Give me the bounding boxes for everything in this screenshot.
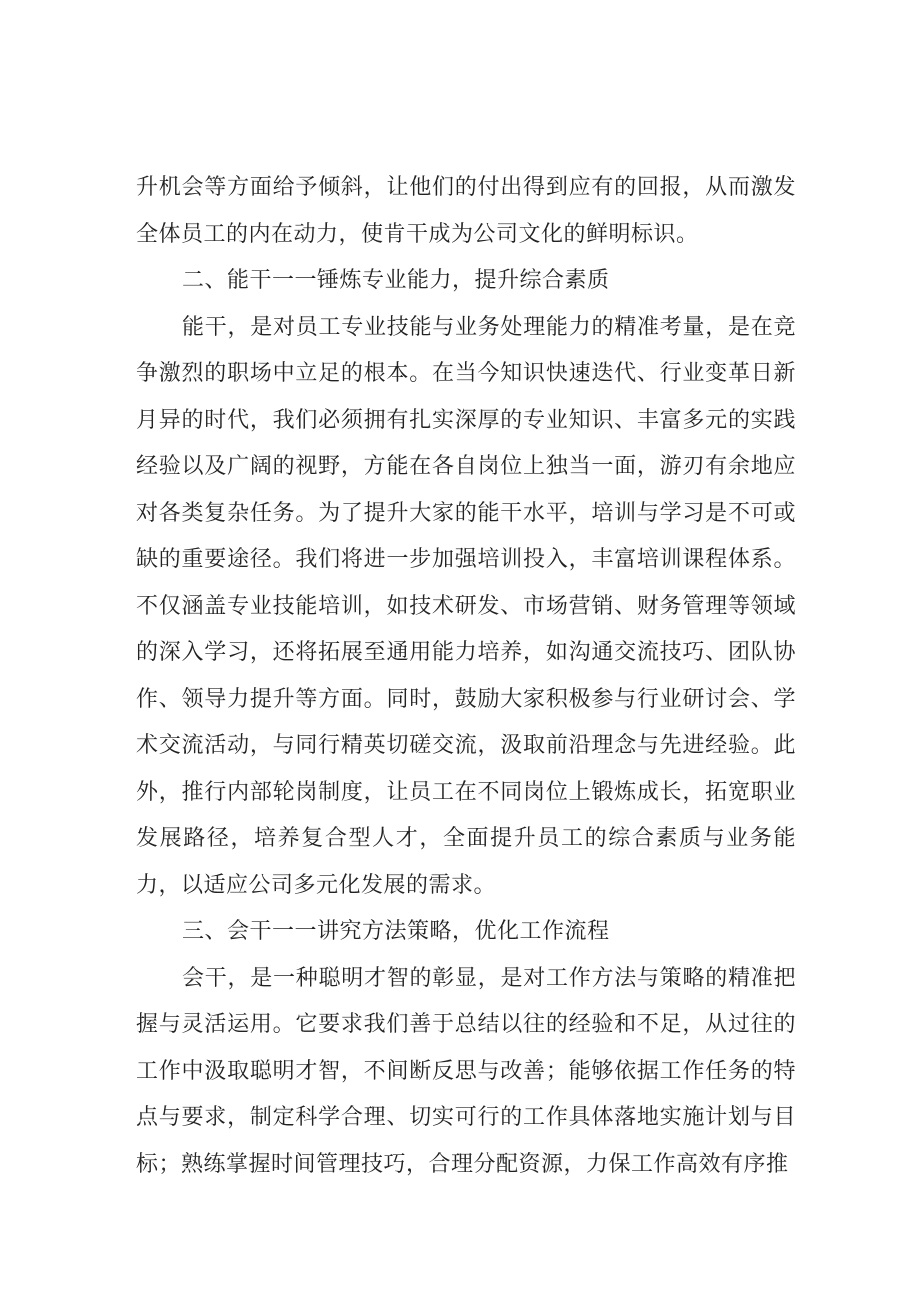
section-heading-2: 二、能干一一锤炼专业能力，提升综合素质 <box>182 268 610 293</box>
paragraph-nenggan: 能干，是对员工专业技能与业务处理能力的精准考量，是在竞争激烈的职场中立足的根本。在当今知识快速迭代、行业变革日新月异的时代，我们必须拥有扎实深厚的专业知识、丰富多元的实践经验以及广阔的视野，方能在各自岗位上独当一面，游刃有余地应对各类复杂任务。为了提升大家的能干水平，培训与学习是不可或缺的重要途径。我们将进一步加强培训投入，丰富培训课程体系。不仅涵盖专业技能培训，如技术研发、市场营销、财务管理等领域的深入学习，还将拓展至通用能力培养，如沟通交流技巧、团队协作、领导力提升等方面。同时，鼓励大家积极参与行业研讨会、学术交流活动，与同行精英切磋交流，汲取前沿理念与先进经验。此外，推行内部轮岗制度，让员工在不同岗位上锻炼成长，拓宽职业发展路径，培养复合型人才，全面提升员工的综合素质与业务能力，以适应公司多元化发展的需求。 <box>136 314 796 898</box>
paragraph-huigan: 会干，是一种聪明才智的彰显，是对工作方法与策略的精准把握与灵活运用。它要求我们善于总结以往的经验和不足，从过往的工作中汲取聪明才智，不间断反思与改善；能够依据工作任务的特点与要求，制定科学合理、切实可行的工作具体落地实施计划与目标；熟练掌握时间管理技巧，合理分配资源，力保工作高效有序推 <box>136 965 796 1177</box>
document-body <box>136 165 796 1188</box>
paragraph-continuation: 升机会等方面给予倾斜，让他们的付出得到应有的回报，从而激发全体员工的内在动力，使肯干成为公司文化的鲜明标识。 <box>136 175 796 247</box>
section-heading-3: 三、会干一一讲究方法策略，优化工作流程 <box>182 919 610 944</box>
